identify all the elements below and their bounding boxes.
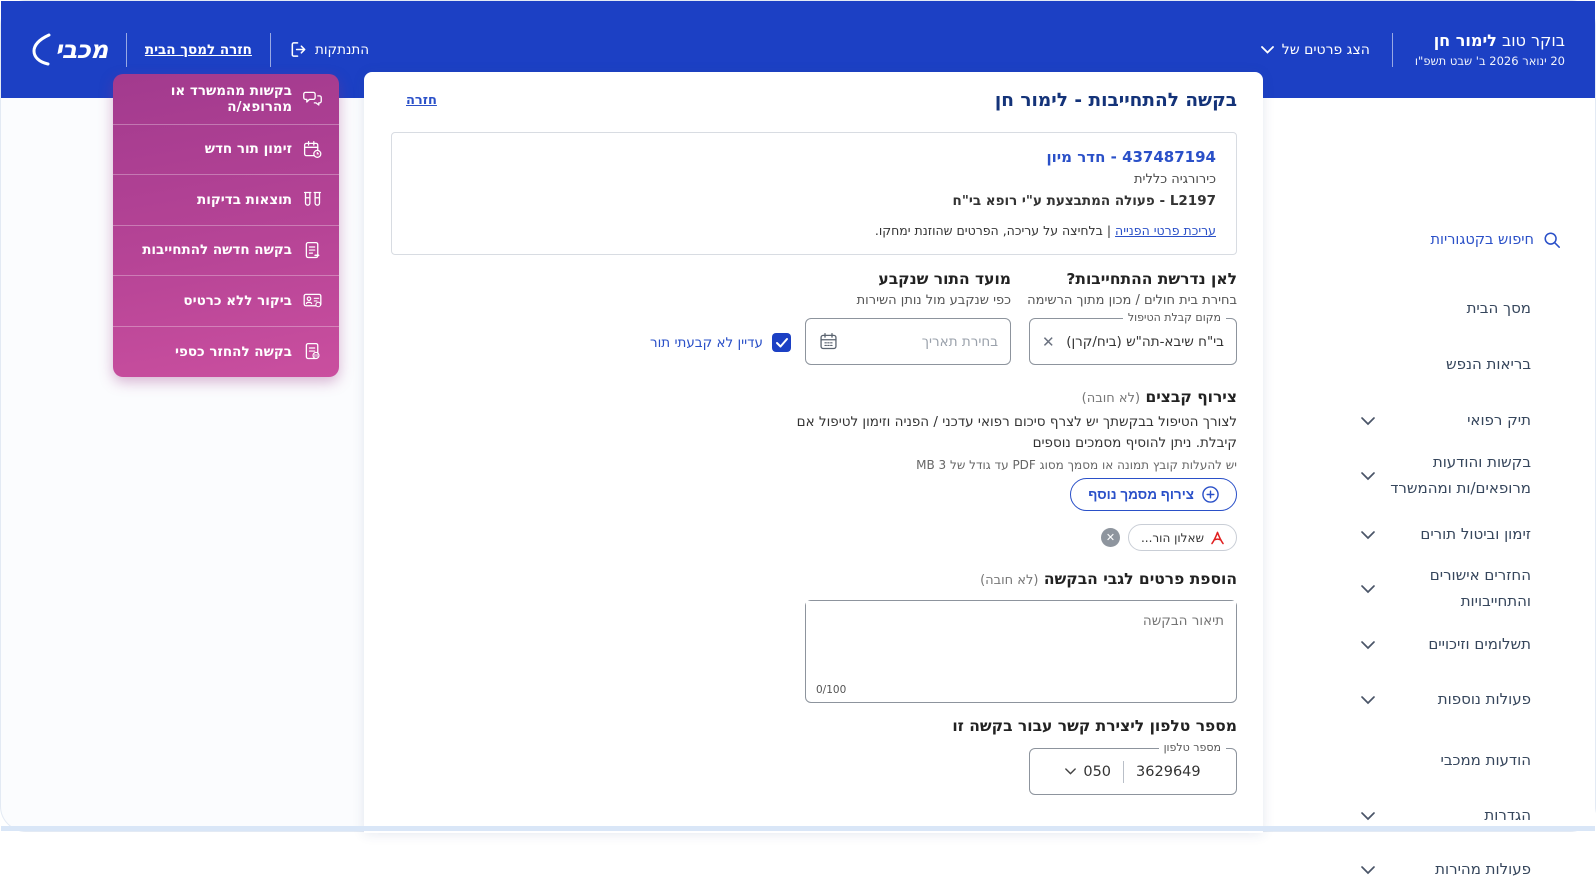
calendar-icon xyxy=(818,331,839,352)
phone-field xyxy=(1029,741,1237,795)
test-tubes-icon xyxy=(302,189,323,210)
sidebar-item-refunds-approvals[interactable] xyxy=(1361,563,1531,614)
edit-case-note: | בלחיצה על עריכה, הפרטים שהוזנת ימחקו. xyxy=(874,223,1112,238)
treatment-place-field-label: מקום קבלת הטיפול xyxy=(1123,311,1226,324)
chevron-down-icon xyxy=(1361,866,1375,874)
treatment-place-value: בי"ח שיבא-תה"ש (ביח/קרן) xyxy=(1066,333,1224,350)
quick-item-new-appointment[interactable] xyxy=(113,125,339,176)
sidebar-item-label: בקשות והודעות מרופאים/ות ומהמשרד xyxy=(1390,453,1531,497)
header-user-area xyxy=(1261,31,1565,68)
chevron-down-icon xyxy=(1361,641,1375,649)
quick-item-label: בקשות מהמשרד או מהרופא/ה xyxy=(170,82,292,115)
logo-swoosh-icon xyxy=(31,33,53,67)
when-label: מועד התור שנקבע xyxy=(878,270,1011,288)
pdf-icon xyxy=(1211,531,1224,545)
quick-item-label: זימון תור חדש xyxy=(204,141,292,158)
files-size-note: יש להעלות קובץ תמונה או מסמך מסוג PDF עד גודל של MB 3 xyxy=(916,458,1237,472)
add-document-button[interactable] xyxy=(1070,478,1237,511)
logo-text: מכבי xyxy=(55,35,108,64)
attached-file-row xyxy=(1101,524,1237,551)
logout-label: התנתקות xyxy=(314,41,370,58)
window-bottom-edge xyxy=(1,826,1595,831)
sidebar-item-label: בריאות הנפש xyxy=(1445,355,1531,373)
logout-button[interactable] xyxy=(289,40,369,59)
phone-divider xyxy=(1123,761,1124,783)
quick-item-new-commitment[interactable] xyxy=(113,226,339,277)
chevron-down-icon xyxy=(1261,46,1274,54)
quick-actions-menu xyxy=(113,74,339,377)
date-placeholder: בחירת תאריך xyxy=(921,333,998,350)
chat-bubbles-icon xyxy=(302,88,323,109)
attached-file-chip[interactable] xyxy=(1128,524,1237,551)
treatment-place-field[interactable] xyxy=(1029,311,1237,365)
quick-item-office-requests[interactable] xyxy=(113,74,339,125)
sidebar-item-home[interactable] xyxy=(1361,296,1531,322)
greeting-prefix: בוקר טוב xyxy=(1501,31,1565,50)
add-document-label: צירוף מסמך נוסף xyxy=(1088,487,1194,502)
categories-sidebar xyxy=(1261,98,1595,878)
sidebar-item-label: פעולות מהירות xyxy=(1435,860,1531,878)
phone-field-label: מספר טלפון xyxy=(1159,741,1226,754)
char-counter: 0/100 xyxy=(816,684,847,696)
sidebar-item-settings[interactable] xyxy=(1361,803,1531,829)
phone-prefix-value: 050 xyxy=(1083,763,1112,780)
where-label: לאן נדרשת ההתחייבות? xyxy=(1066,270,1237,288)
quick-item-refund-request[interactable] xyxy=(113,327,339,378)
where-sub: בחירת בית חולים / מכון מתוך הרשימה xyxy=(1027,293,1237,308)
details-label-text: הוספת פרטים לגבי הבקשה xyxy=(1043,570,1237,588)
page-title: בקשה להתחייבות - לימור חן xyxy=(994,90,1237,111)
chevron-down-icon xyxy=(1065,768,1076,775)
header-divider xyxy=(270,33,271,67)
files-description: לצורך הטיפול בבקשתך יש לצרף סיכום רפואי עדכני / הפניה וזימון לטיפול אם קיבלת. ניתן להוסיף מסמכים נוספים xyxy=(796,414,1237,451)
back-link[interactable]: חזרה xyxy=(406,93,437,108)
no-appointment-label: עדיין לא קבעתי תור xyxy=(649,334,763,351)
document-refund-icon xyxy=(302,341,323,362)
appointment-date-field[interactable] xyxy=(805,318,1011,365)
category-search-button[interactable] xyxy=(1430,231,1561,249)
phone-prefix-dropdown[interactable] xyxy=(1065,764,1111,780)
files-label-text: צירוף קבצים xyxy=(1145,388,1237,406)
greeting-text xyxy=(1415,31,1565,50)
search-icon xyxy=(1543,231,1561,249)
case-edit-line xyxy=(412,223,1216,238)
case-procedure: L2197 - פעולה המתבצעת ע"י רופא בי"ח xyxy=(952,193,1216,209)
chevron-down-icon xyxy=(1361,585,1375,593)
edit-case-link[interactable]: עריכת פרטי הפנייה xyxy=(1115,223,1216,238)
sidebar-item-requests-messages[interactable] xyxy=(1361,450,1531,501)
case-specialty: כירורגיה כללית xyxy=(1134,172,1216,187)
sidebar-item-label: תשלומים וזיכויים xyxy=(1428,635,1531,653)
commitment-request-card xyxy=(364,72,1263,833)
quick-item-label: ביקור ללא כרטיס xyxy=(183,292,292,309)
where-label-block xyxy=(1027,270,1237,308)
clear-x-icon[interactable]: ✕ xyxy=(1042,332,1055,351)
maccabi-logo xyxy=(31,33,108,67)
phone-section-label: מספר טלפון ליצירת קשר עבור בקשה זו xyxy=(952,717,1237,735)
sidebar-item-quick-actions[interactable] xyxy=(1361,857,1531,883)
show-details-dropdown[interactable] xyxy=(1261,42,1370,58)
sidebar-item-label: זימון וביטול תורים xyxy=(1420,525,1531,543)
sidebar-item-maccabi-messages[interactable] xyxy=(1361,748,1531,774)
sidebar-item-medical-file[interactable] xyxy=(1361,408,1531,434)
header-date: 20 ינואר 2026 ב' שבט תשפ"ו xyxy=(1414,54,1565,68)
header-divider xyxy=(126,33,127,67)
details-optional: (לא חובה) xyxy=(980,573,1039,588)
case-number-line: 437487194 - חדר מיון xyxy=(1046,148,1216,166)
files-section-label xyxy=(1082,388,1237,406)
plus-circle-icon xyxy=(1202,486,1219,503)
sidebar-item-label: תיק רפואי xyxy=(1467,411,1531,429)
chevron-down-icon xyxy=(1361,812,1375,820)
show-details-label: הצג פרטים של xyxy=(1281,41,1370,58)
request-description-wrap xyxy=(805,600,1237,703)
checkbox-checked-icon xyxy=(772,333,791,352)
chevron-down-icon xyxy=(1361,531,1375,539)
logout-icon xyxy=(289,40,308,59)
sidebar-item-mental-health[interactable] xyxy=(1361,352,1531,378)
case-summary-box xyxy=(391,132,1237,255)
quick-item-visit-without-card[interactable] xyxy=(113,276,339,327)
quick-item-label: תוצאות בדיקות xyxy=(197,191,292,208)
id-card-icon xyxy=(302,290,323,311)
user-name: לימור חן xyxy=(1433,31,1497,50)
sidebar-item-payments[interactable] xyxy=(1361,632,1531,658)
no-appointment-checkbox[interactable] xyxy=(650,333,791,352)
attached-file-name: שאלון הור... xyxy=(1140,530,1204,545)
sidebar-item-label: פעולות נוספות xyxy=(1437,690,1531,708)
chevron-down-icon xyxy=(1361,472,1375,480)
header-nav-area xyxy=(31,33,369,67)
quick-item-test-results[interactable] xyxy=(113,175,339,226)
request-description-input[interactable] xyxy=(806,601,1236,679)
sidebar-item-label: הגדרות xyxy=(1484,806,1531,824)
document-list-icon xyxy=(302,240,323,261)
when-label-block xyxy=(857,270,1011,308)
category-search-label: חיפוש בקטגוריות xyxy=(1430,232,1534,248)
chevron-down-icon xyxy=(1361,696,1375,704)
sidebar-item-label: הודעות ממכבי xyxy=(1440,751,1531,769)
greeting-block xyxy=(1415,31,1565,68)
quick-item-label: בקשה להחזר כספי xyxy=(174,343,292,360)
header-divider xyxy=(1392,33,1393,67)
chevron-down-icon xyxy=(1361,417,1375,425)
files-optional: (לא חובה) xyxy=(1081,391,1141,406)
sidebar-item-appointments[interactable] xyxy=(1361,522,1531,548)
sidebar-item-label: מסך הבית xyxy=(1466,299,1531,317)
when-sub: כפי שנקבע מול נותן השירות xyxy=(856,293,1011,308)
close-circle-icon[interactable]: ✕ xyxy=(1101,528,1120,547)
phone-number-value[interactable]: 3629649 xyxy=(1136,763,1201,780)
quick-item-label: בקשה חדשה להתחייבות xyxy=(142,242,292,259)
sidebar-item-label: החזרים אישורים והתחייבויות xyxy=(1429,566,1531,610)
sidebar-item-more-actions[interactable] xyxy=(1361,687,1531,713)
details-section-label xyxy=(980,570,1237,588)
calendar-clock-icon xyxy=(302,139,323,160)
back-home-link[interactable]: חזרה למסך הבית xyxy=(144,41,252,58)
